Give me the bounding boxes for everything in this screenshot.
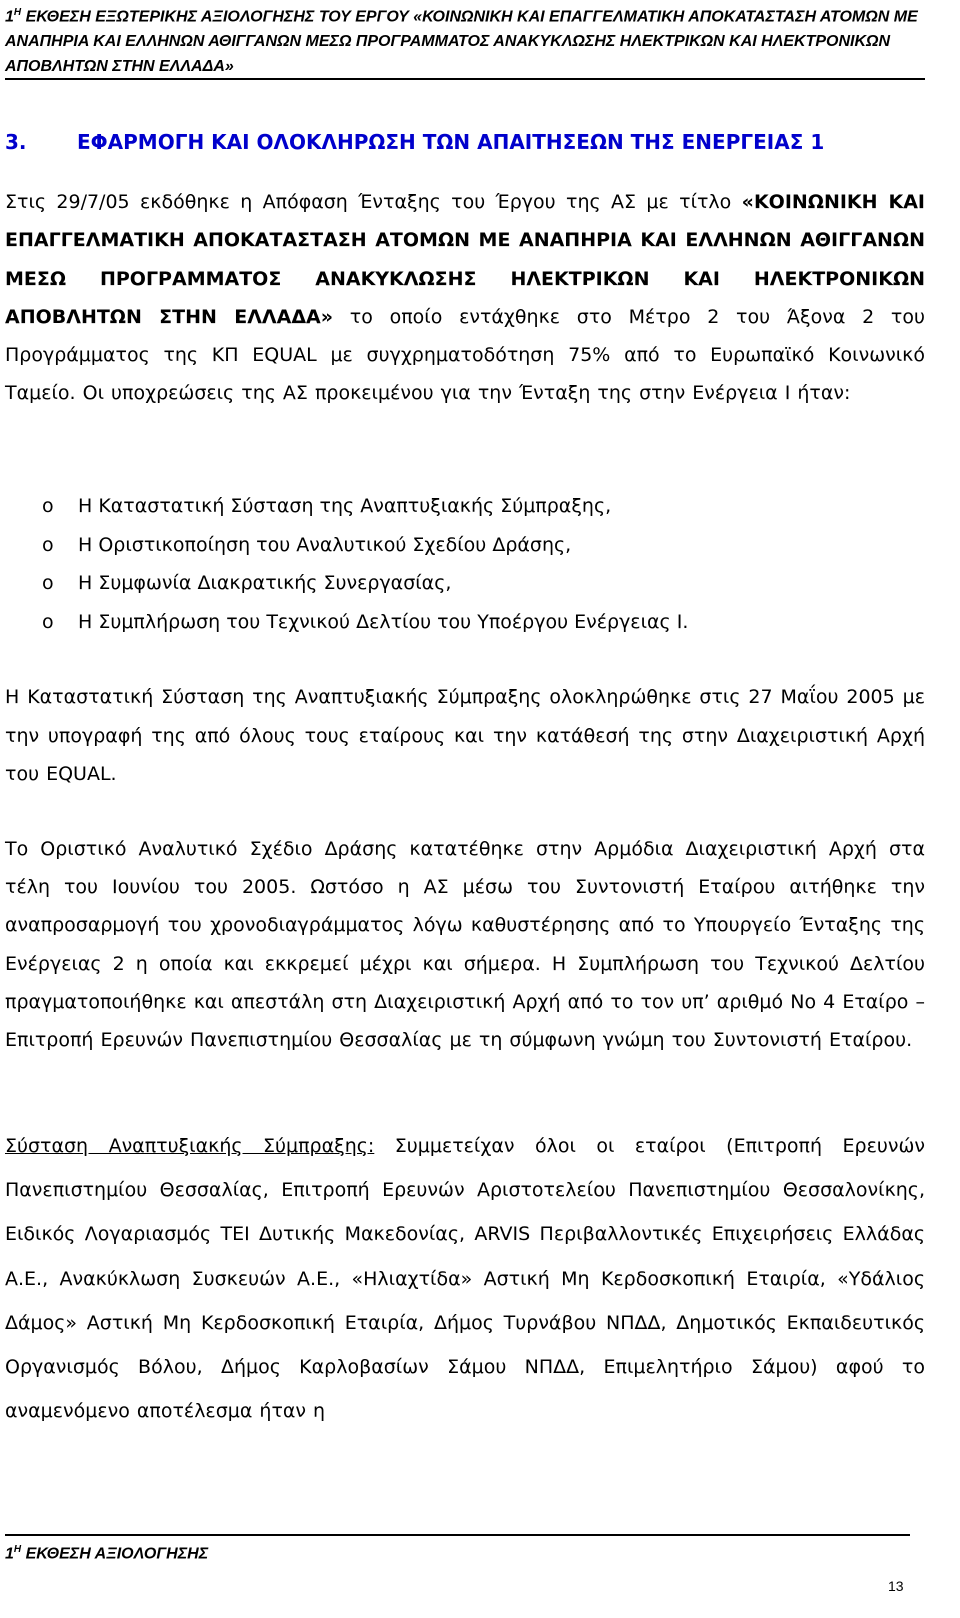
running-header xyxy=(5,0,925,79)
partnership-text: Συμμετείχαν όλοι οι εταίροι (Επιτροπή Ερευνών Πανεπιστημίου Θεσσαλίας, Επιτροπή Ερευνών Αριστοτελείου Πανεπιστημίου Θεσσαλονίκης, Ειδικός Λογαριασμός ΤΕΙ Δυτικής Μακεδονίας, ARVIS Περιβαλλοντικές Επιχειρήσεις Ελλάδας Α.Ε., Ανακύκλωση Συσκευών Α.Ε., «Ηλιαχτίδα» Αστική Μη Κερδοσκοπική Εταιρία, «Υδάλιος Δάμος» Αστική Μη Κερδοσκοπική Εταιρία, Δήμος Τυρνάβου ΝΠΔΔ, Δημοτικός Εκπαιδευτικός Οργανισμός Βόλου, Δήμος Καρλοβασίων Σάμου ΝΠΔΔ, Επιμελητήριο Σάμου) αφού το αναμενόμενο αποτέλεσμα ήταν η xyxy=(5,1135,925,1423)
partnership-label: Σύσταση Αναπτυξιακής Σύμπραξης: xyxy=(5,1135,375,1157)
paragraph-action-plan: Το Οριστικό Αναλυτικό Σχέδιο Δράσης κατατέθηκε στην Αρμόδια Διαχειριστική Αρχή στα τέλη του Ιουνίου του 2005. Ωστόσο η ΑΣ μέσω του Συντονιστή Εταίρου αιτήθηκε την αναπροσαρμογή του χρονοδιαγράμματος λόγω καθυστέρησης από το Υπουργείο Ένταξης της Ενέργειας 2 η οποία και εκκρεμεί μέχρι και σήμερα. Η Συμπλήρωση του Τεχνικού Δελτίου πραγματοποιήθηκε και απεστάλη στη Διαχειριστική Αρχή από το τον υπ’ αριθμό Νο 4 Εταίρο – Επιτροπή Ερευνών Πανεπιστημίου Θεσσαλίας με τη σύμφωνη γνώμη του Συντονιστή Εταίρου. xyxy=(5,838,925,1052)
intro-paragraph xyxy=(5,183,925,413)
header-divider xyxy=(5,78,925,80)
running-footer xyxy=(5,1540,208,1564)
intro-lead: Στις 29/7/05 εκδόθηκε η Απόφαση Ένταξης του Έργου της ΑΣ με τίτλο xyxy=(5,191,742,213)
intro-rest: το οποίο εντάχθηκε στο Μέτρο 2 του Άξονα 2 του Προγράμματος της ΚΠ EQUAL με συγχρηματοδότηση 75% από το Ευρωπαϊκό Κοινωνικό Ταμείο. Οι υποχρεώσεις της ΑΣ προκειμένου για την Ένταξη της στην Ενέργεια Ι ήταν: xyxy=(5,305,925,405)
section-heading xyxy=(5,127,930,157)
footer-title: ΕΚΘΕΣΗ ΑΞΙΟΛΟΓΗΣΗΣ xyxy=(21,1545,209,1563)
footer-divider xyxy=(5,1534,910,1536)
bullet-marker: o xyxy=(42,572,54,594)
paragraph-partnership xyxy=(5,1124,925,1433)
section-title: ΕΦΑΡΜΟΓΗ ΚΑΙ ΟΛΟΚΛΗΡΩΣΗ ΤΩΝ ΑΠΑΙΤΗΣΕΩΝ ΤΗΣ ΕΝΕΡΓΕΙΑΣ 1 xyxy=(77,130,825,154)
header-number: 1 xyxy=(5,8,14,26)
list-item xyxy=(5,487,925,526)
list-item xyxy=(5,564,925,603)
bullet-marker: o xyxy=(42,610,54,633)
section-number: 3. xyxy=(5,130,27,154)
bullet-marker: o xyxy=(42,533,54,556)
list-item xyxy=(5,526,925,565)
obligations-list xyxy=(5,487,925,641)
list-item xyxy=(5,603,925,642)
footer-ordinal: Η xyxy=(13,1544,22,1555)
header-ordinal: Η xyxy=(13,7,22,18)
footer-number: 1 xyxy=(5,1545,14,1563)
page-number: 13 xyxy=(888,1578,904,1594)
project-title: «ΚΟΙΝΩΝΙΚΗ ΚΑΙ ΕΠΑΓΓΕΛΜΑΤΙΚΗ ΑΠΟΚΑΤΑΣΤΑΣΗ ΑΤΟΜΩΝ ΜΕ ΑΝΑΠΗΡΙΑ ΚΑΙ ΕΛΛΗΝΩΝ ΑΘΙΓΓΑΝΩΝ ΜΕΣΩ ΠΡΟΓΡΑΜΜΑΤΟΣ ΑΝΑΚΥΚΛΩΣΗΣ ΗΛΕΚΤΡΙΚΩΝ ΚΑΙ ΗΛΕΚΤΡΟΝΙΚΩΝ ΑΠΟΒΛΗΤΩΝ ΣΤΗΝ ΕΛΛΑΔΑ» xyxy=(5,191,925,328)
list-item-text: Η Συμφωνία Διακρατικής Συνεργασίας, xyxy=(78,572,452,594)
bullet-marker: o xyxy=(42,495,54,517)
list-item-text: Η Οριστικοποίηση του Αναλυτικού Σχεδίου Δράσης, xyxy=(78,533,572,556)
list-item-text: Η Συμπλήρωση του Τεχνικού Δελτίου του Υποέργου Ενέργειας Ι. xyxy=(78,610,689,633)
list-item-text: Η Καταστατική Σύσταση της Αναπτυξιακής Σύμπραξης, xyxy=(78,495,612,517)
header-title: ΕΚΘΕΣΗ ΕΞΩΤΕΡΙΚΗΣ ΑΞΙΟΛΟΓΗΣΗΣ ΤΟΥ ΕΡΓΟΥ «ΚΟΙΝΩΝΙΚΗ ΚΑΙ ΕΠΑΓΓΕΛΜΑΤΙΚΗ ΑΠΟΚΑΤΑΣΤΑΣΗ ΑΤΟΜΩΝ ΜΕ ΑΝΑΠΗΡΙΑ ΚΑΙ ΕΛΛΗΝΩΝ ΑΘΙΓΓΑΝΩΝ ΜΕΣΩ ΠΡΟΓΡΑΜΜΑΤΟΣ ΑΝΑΚΥΚΛΩΣΗΣ ΗΛΕΚΤΡΙΚΩΝ ΚΑΙ ΗΛΕΚΤΡΟΝΙΚΩΝ ΑΠΟΒΛΗΤΩΝ ΣΤΗΝ ΕΛΛΑΔΑ» xyxy=(5,8,918,76)
paragraph-statute: Η Καταστατική Σύσταση της Αναπτυξιακής Σύμπραξης ολοκληρώθηκε στις 27 Μαΐου 2005 με την υπογραφή της από όλους τους εταίρους και την κατάθεσή της στην Διαχειριστική Αρχή του EQUAL. xyxy=(5,686,925,785)
